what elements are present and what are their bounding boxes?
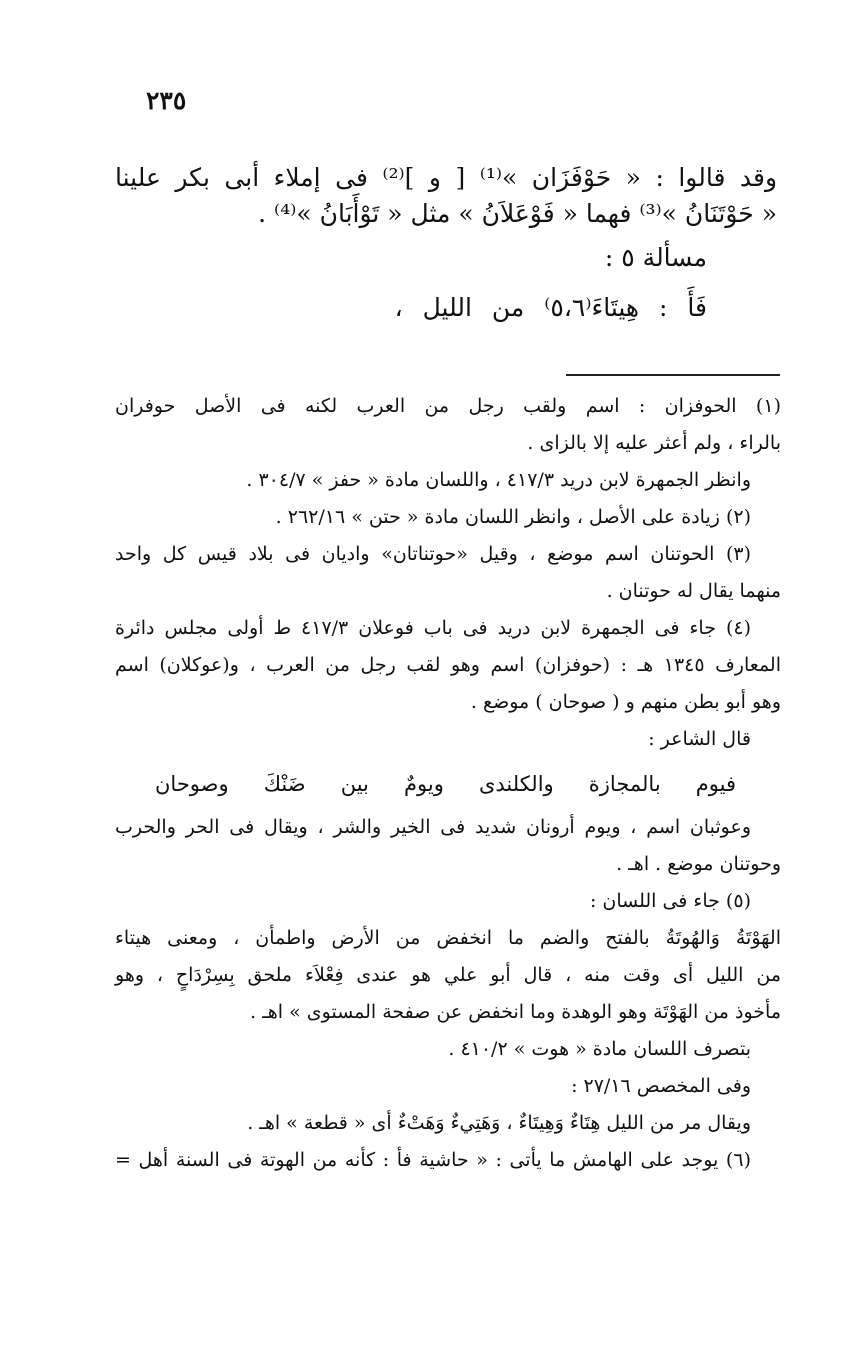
- footnote-4-verse: فيوم بالمجازة والكلندى ويومٌ بين ضَنْكَ وصوحان: [155, 772, 736, 796]
- footnote-5-line-7: ويقال مر من الليل هِتَاءٌ وَهِيتَاءٌ ، وَهَتِيءٌ وَهَتْءٌ أى « قطعة » اهـ .: [247, 1112, 751, 1134]
- footnote-5-line-5: بتصرف اللسان مادة « هوت » ٤١٠/٢ .: [448, 1038, 751, 1060]
- footnote-1-line-1: (١) الحوفزان : اسم ولقب رجل من العرب لكنه فى الأصل حوفران: [115, 395, 781, 417]
- footnote-divider: [566, 374, 780, 376]
- footnote-4-line-1: (٤) جاء فى الجمهرة لابن دريد فى باب فوعلان ٤١٧/٣ ط أولى مجلس دائرة: [115, 617, 752, 639]
- footnote-4-line-3: وهو أبو بطن منهم و ( صوحان ) موضع .: [470, 691, 781, 713]
- main-line-entry: فَأَ : هِيتَاءَ⁽٥،٦⁾ من الليل ،: [394, 293, 707, 322]
- footnote-5-line-1: (٥) جاء فى اللسان :: [589, 890, 751, 912]
- page-number: ٢٣٥: [146, 86, 187, 115]
- footnote-1-line-2: بالراء ، ولم أعثر عليه إلا بالزاى .: [527, 432, 781, 454]
- footnote-2: (٢) زيادة على الأصل ، وانظر اللسان مادة « حتن » ٢٦٢/١٦ .: [275, 506, 751, 528]
- main-line-1: وقد قالوا : « حَوْفَزَان »⁽¹⁾ [ و ]⁽²⁾ فى إملاء أبى بكر علينا: [115, 163, 778, 192]
- footnotes: [115, 388, 781, 1179]
- footnote-4-line-5: وعوثبان اسم ، ويوم أرونان شديد فى الخير والشر ، ويقال فى الحر والحرب: [115, 816, 751, 838]
- footnote-4-poet-intro: قال الشاعر :: [648, 728, 751, 750]
- main-line-2: « حَوْتَنَانُ »⁽³⁾ فهما « فَوْعَلاَنُ » مثل « تَوْأَبَانُ »⁽⁴⁾ .: [258, 199, 777, 228]
- footnote-6: (٦) يوجد على الهامش ما يأتى : « حاشية فأ : كأنه من الهوتة فى السنة أهل =: [115, 1149, 751, 1171]
- footnote-4-line-6: وحوتنان موضع . اهـ .: [616, 853, 781, 875]
- footnote-5-line-2: الهَوْتَةُ وَالهُوتَةُ بالفتح والضم ما انخفض من الأرض واطمأن ، ومعنى هيتاء: [115, 927, 781, 949]
- footnote-3-line-1: (٣) الحوتنان اسم موضع ، وقيل «حوتناتان» واديان فى بلاد قيس كل واحد: [115, 543, 751, 565]
- section-heading-masala: مسألة ٥ :: [604, 243, 707, 272]
- footnote-5-line-6: وفى المخصص ٢٧/١٦ :: [571, 1075, 751, 1097]
- footnote-5-line-4: مأخوذ من الهَوْتَة وهو الوهدة وما انخفض عن صفحة المستوى » اهـ .: [250, 1001, 781, 1023]
- footnote-1-line-3: وانظر الجمهرة لابن دريد ٤١٧/٣ ، واللسان مادة « حفز » ٣٠٤/٧ .: [246, 469, 751, 491]
- footnote-4-line-2: المعارف ١٣٤٥ هـ : (حوفزان) اسم وهو لقب رجل من العرب ، و(عوكلان) اسم: [115, 654, 781, 676]
- footnote-3-line-2: منهما يقال له حوتنان .: [606, 580, 781, 602]
- main-text: [115, 160, 777, 326]
- footnote-5-line-3: من الليل أى وقت منه ، قال أبو علي هو عندى فِعْلاَء ملحق بِسِرْدَاحٍ ، وهو: [115, 964, 781, 986]
